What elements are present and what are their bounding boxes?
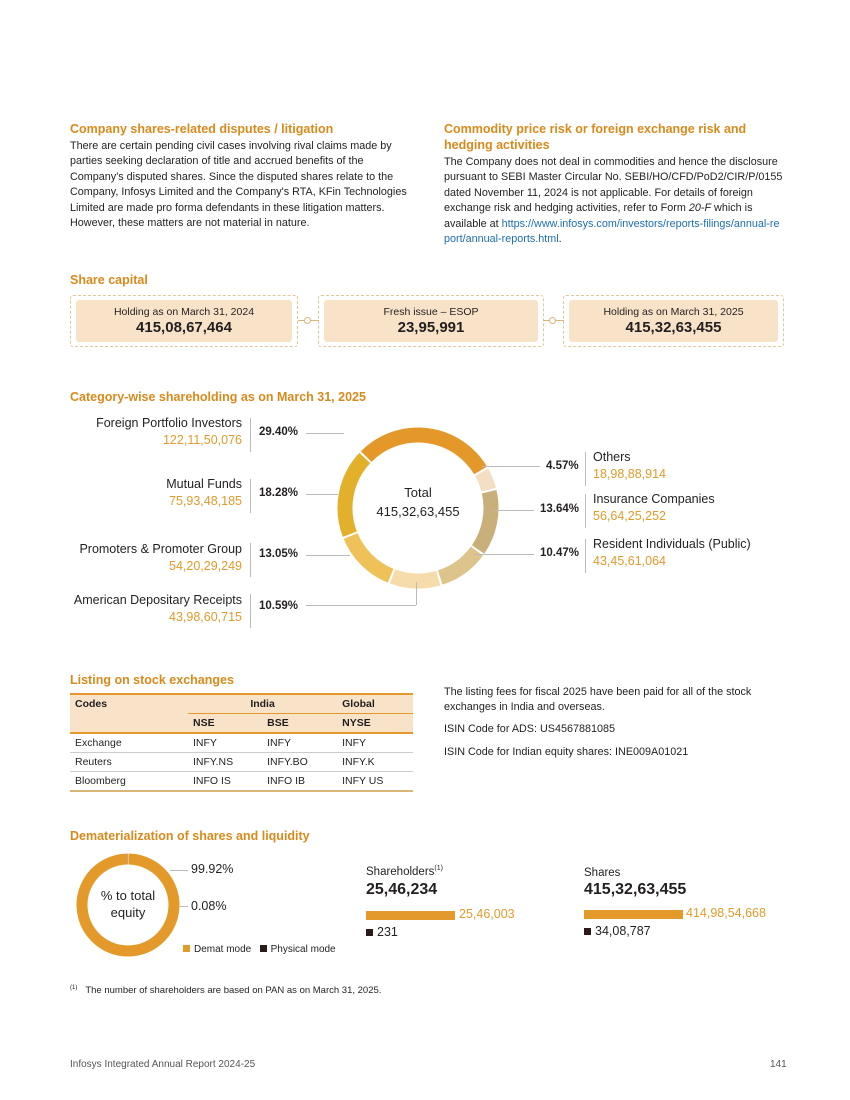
isin-ads: ISIN Code for ADS: US4567881085 bbox=[444, 723, 616, 735]
shares-total: 415,32,63,455 bbox=[584, 881, 687, 898]
donut-total: Total 415,32,63,455 bbox=[376, 485, 460, 519]
annual-reports-link[interactable]: https://www.infosys.com/investors/reports-filings/annual-report/annual-reports.html bbox=[444, 217, 780, 246]
shareholders-demat-bar bbox=[366, 911, 455, 920]
holding-2024-box: Holding as on March 31, 2024 415,08,67,464 bbox=[70, 295, 298, 347]
table-row: Reuters INFY.NS INFY.BO INFY.K bbox=[70, 753, 413, 772]
footer-report: Infosys Integrated Annual Report 2024-25 bbox=[70, 1059, 256, 1070]
commodity-text: The Company does not deal in commodities and hence the disclosure pursuant to SEBI Master Circular No. SEBI/HO/CFD/PoD2/CIR/P/0155 dated November 11, 2024 is not applicable. For details of foreign exchange risk and hedging activities, refer to Form 20-F which is available at https://www.infosys.com/investors/reports-filings/annual-report/annual-reports.html. bbox=[444, 156, 783, 246]
legend: Demat mode Physical mode bbox=[183, 944, 336, 955]
shareholders-demat: 25,46,003 bbox=[459, 907, 515, 921]
page-number: 141 bbox=[770, 1059, 787, 1070]
isin-indian: ISIN Code for Indian equity shares: INE009A01021 bbox=[444, 746, 689, 758]
share-capital-heading: Share capital bbox=[70, 273, 148, 287]
donut-slice-4 bbox=[393, 576, 439, 581]
pct-fpi: 29.40% bbox=[259, 426, 299, 438]
physical-pct: 0.08% bbox=[191, 899, 227, 913]
shares-demat: 414,98,54,668 bbox=[686, 906, 766, 920]
shareholders-physical: 231 bbox=[366, 925, 398, 939]
pct-others: 4.57% bbox=[546, 460, 579, 472]
label-fpi: Foreign Portfolio Investors 122,11,50,076 bbox=[96, 416, 242, 447]
label-resident: Resident Individuals (Public) 43,45,61,064 bbox=[593, 537, 751, 568]
shares-label: Shares bbox=[584, 867, 621, 879]
disputes-heading: Company shares-related disputes / litigation bbox=[70, 122, 334, 136]
listing-heading: Listing on stock exchanges bbox=[70, 673, 234, 687]
listing-table: Codes India Global NSE BSE NYSE Exchange INFY INFY INFY Reuters INFY.NS INFY.BO INFY.K Bloomberg INFO IS INFO IB INFY US bbox=[70, 693, 413, 792]
pct-adr: 10.59% bbox=[259, 600, 299, 612]
pct-mutual-funds: 18.28% bbox=[259, 487, 299, 499]
donut-slice-0 bbox=[366, 435, 480, 470]
label-adr: American Depositary Receipts 43,98,60,715 bbox=[73, 593, 242, 624]
shares-physical: 34,08,787 bbox=[584, 924, 651, 938]
demat-pct: 99.92% bbox=[191, 862, 234, 876]
listing-fees-text: The listing fees for fiscal 2025 have been paid for all of the stock exchanges in India and overseas. bbox=[444, 686, 752, 714]
table-row: Exchange INFY INFY INFY bbox=[70, 733, 413, 753]
label-insurance: Insurance Companies 56,64,25,252 bbox=[593, 492, 715, 523]
category-heading: Category-wise shareholding as on March 31, 2025 bbox=[70, 390, 366, 404]
label-mutual-funds: Mutual Funds 75,93,48,185 bbox=[166, 477, 242, 508]
demat-donut-label: % to total equity bbox=[100, 888, 156, 920]
demat-heading: Dematerialization of shares and liquidity bbox=[70, 829, 310, 843]
label-others: Others 18,98,88,914 bbox=[593, 450, 666, 481]
donut-slice-5 bbox=[351, 536, 391, 576]
shareholders-total: 25,46,234 bbox=[366, 881, 438, 898]
disputes-text: There are certain pending civil cases involving rival claims made by parties seeking declaration of title and accrued benefits of the Company's disputed shares. Since the disputed shares relate to the Company, Infosys Limited and the Company's RTA, KFin Technologies Limited are made pro forma defendants in these litigation matters. However, these matters are not material in nature. bbox=[70, 140, 407, 230]
donut-slice-3 bbox=[440, 551, 477, 577]
commodity-heading: Commodity price risk or foreign exchange risk and hedging activities bbox=[444, 122, 747, 152]
shareholders-label: Shareholders$^{(1)}$ bbox=[366, 865, 443, 878]
pct-promoters: 13.05% bbox=[259, 548, 299, 560]
label-promoters: Promoters & Promoter Group 54,20,29,249 bbox=[79, 542, 242, 573]
shares-demat-bar bbox=[584, 910, 683, 919]
pct-insurance: 13.64% bbox=[540, 503, 580, 515]
table-row: Bloomberg INFO IS INFO IB INFY US bbox=[70, 772, 413, 792]
fresh-issue-box: Fresh issue – ESOP 23,95,991 bbox=[318, 295, 544, 347]
holding-2025-box: Holding as on March 31, 2025 415,32,63,455 bbox=[563, 295, 784, 347]
footnote: $^{(1)}$ The number of shareholders are based on PAN as on March 31, 2025. bbox=[70, 985, 382, 997]
pct-resident: 10.47% bbox=[540, 547, 580, 559]
